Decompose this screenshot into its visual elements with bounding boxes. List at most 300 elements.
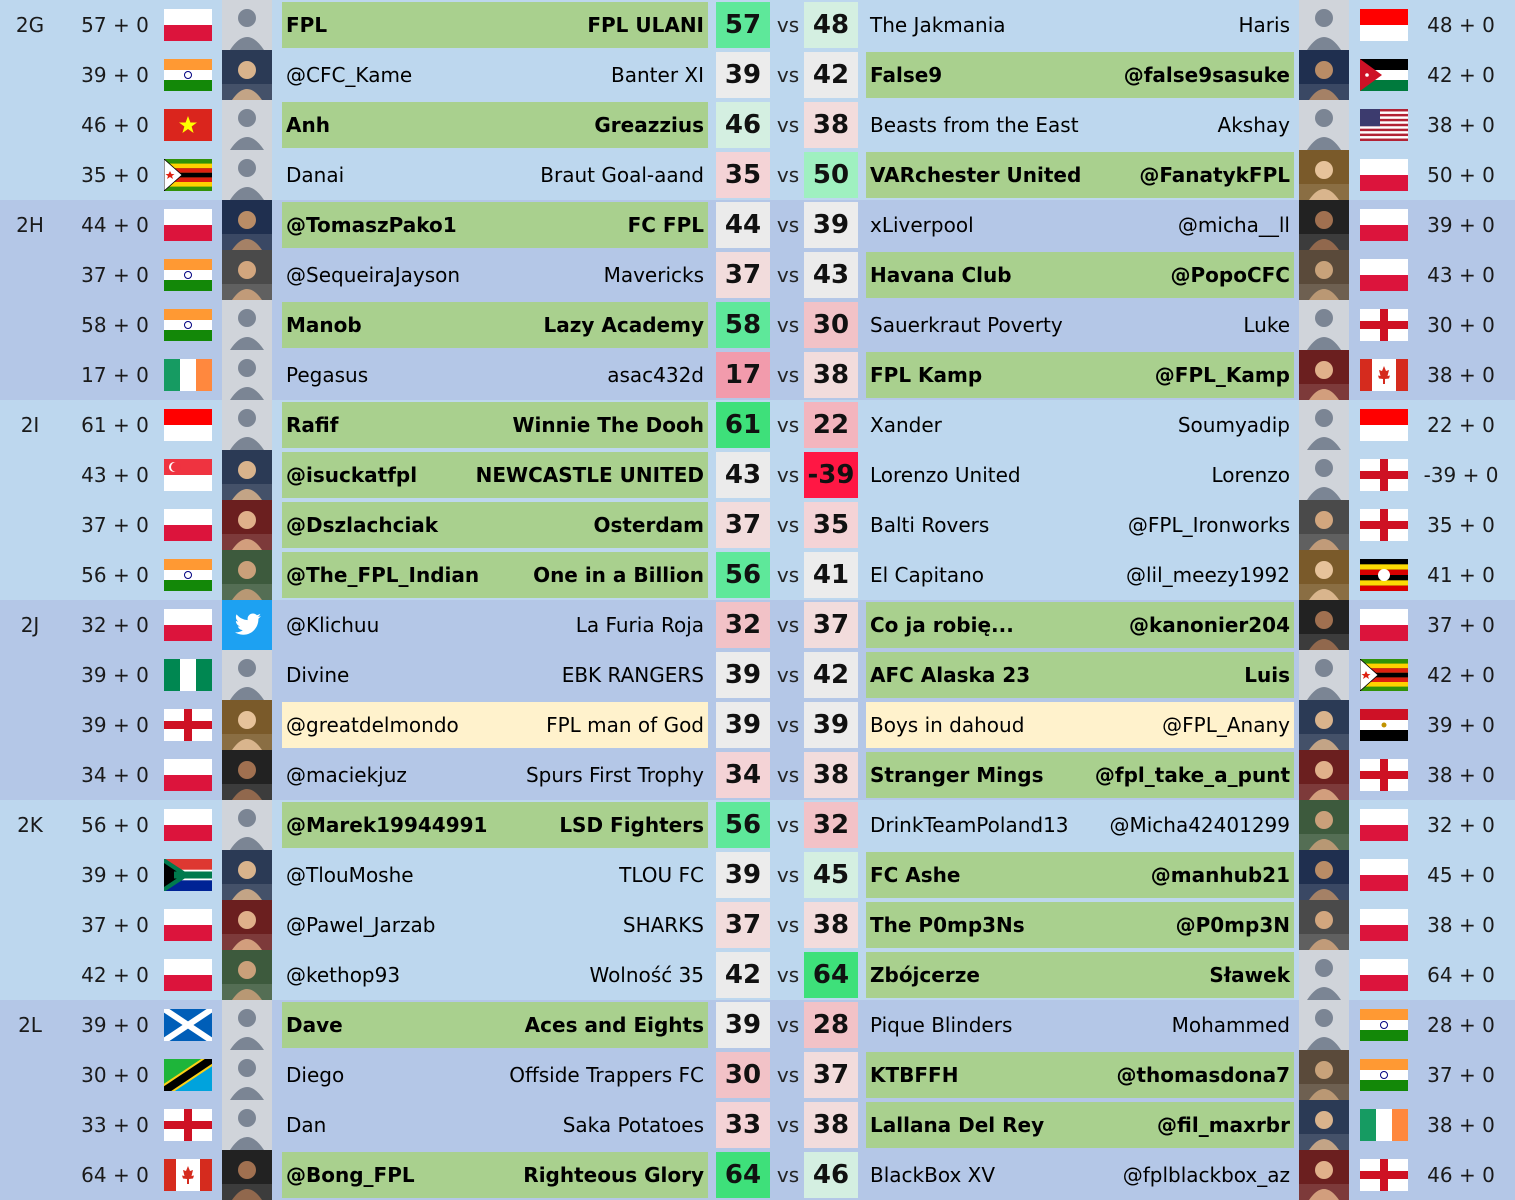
- left-flag-icon: [164, 459, 212, 491]
- left-avatar: [222, 450, 272, 500]
- left-points: 56: [716, 552, 770, 598]
- left-points: 32: [716, 602, 770, 648]
- vs-label: vs: [776, 63, 800, 87]
- fixture-row: [0, 800, 1515, 850]
- left-team-name: Greazzius: [594, 113, 704, 137]
- left-team-cell: [282, 752, 708, 798]
- right-flag-icon: [1360, 459, 1408, 491]
- group-label: [0, 50, 60, 100]
- vs-label: vs: [776, 363, 800, 387]
- vs-label: vs: [776, 1013, 800, 1037]
- right-team-cell: [866, 502, 1294, 548]
- left-manager-name: Pegasus: [286, 363, 369, 387]
- right-team-cell: [866, 552, 1294, 598]
- left-team-cell: [282, 502, 708, 548]
- right-manager-name: @FPL_Ironworks: [1127, 513, 1290, 537]
- right-flag-icon: [1360, 759, 1408, 791]
- group-label: [0, 900, 60, 950]
- right-team-name: Lorenzo United: [870, 463, 1021, 487]
- left-avatar: [222, 200, 272, 250]
- left-flag-icon: [164, 559, 212, 591]
- right-team-name: VARchester United: [870, 163, 1082, 187]
- left-avatar: [222, 50, 272, 100]
- right-avatar: [1299, 950, 1349, 1000]
- group-label: [0, 250, 60, 300]
- group-label: [0, 100, 60, 150]
- left-team-name: One in a Billion: [533, 563, 704, 587]
- left-team-cell: [282, 402, 708, 448]
- group-label: 2H: [16, 213, 44, 237]
- left-avatar: [222, 950, 272, 1000]
- right-team-name: AFC Alaska 23: [870, 663, 1031, 687]
- right-manager-name: @lil_meezy1992: [1126, 563, 1290, 587]
- right-team-cell: [866, 1102, 1294, 1148]
- right-team-name: Boys in dahoud: [870, 713, 1025, 737]
- right-manager-name: @FPL_Kamp: [1154, 363, 1290, 387]
- right-flag-icon: [1360, 859, 1408, 891]
- right-points: 30: [804, 302, 858, 348]
- left-manager-name: Diego: [286, 1063, 345, 1087]
- fixture-row: [0, 750, 1515, 800]
- right-points: 42: [804, 52, 858, 98]
- right-team-cell: [866, 652, 1294, 698]
- left-avatar: [222, 500, 272, 550]
- fixture-row: [0, 500, 1515, 550]
- right-manager-name: @fil_maxrbr: [1157, 1113, 1290, 1137]
- right-avatar: [1299, 0, 1349, 50]
- fixture-row: [0, 0, 1515, 50]
- left-avatar: [222, 650, 272, 700]
- right-total-score: 32 + 0: [1427, 813, 1495, 837]
- vs-label: vs: [776, 13, 800, 37]
- fixture-row: [0, 200, 1515, 250]
- group-label: [0, 350, 60, 400]
- left-points: 37: [716, 252, 770, 298]
- left-total-score: 64 + 0: [81, 1163, 149, 1187]
- left-avatar: [222, 350, 272, 400]
- left-team-name: asac432d: [607, 363, 704, 387]
- left-team-name: Banter XI: [611, 63, 704, 87]
- vs-label: vs: [776, 1113, 800, 1137]
- right-team-name: Havana Club: [870, 263, 1012, 287]
- left-avatar: [222, 850, 272, 900]
- right-team-cell: [866, 352, 1294, 398]
- left-manager-name: Divine: [286, 663, 350, 687]
- vs-label: vs: [776, 813, 800, 837]
- right-avatar: [1299, 1100, 1349, 1150]
- left-points: 39: [716, 702, 770, 748]
- right-total-score: 50 + 0: [1427, 163, 1495, 187]
- left-flag-icon: [164, 9, 212, 41]
- right-total-score: 37 + 0: [1427, 1063, 1495, 1087]
- right-flag-icon: [1360, 59, 1408, 91]
- group-label: [0, 1150, 60, 1200]
- left-manager-name: @The_FPL_Indian: [286, 563, 480, 587]
- group-label: [0, 700, 60, 750]
- left-total-score: 56 + 0: [81, 813, 149, 837]
- right-avatar: [1299, 300, 1349, 350]
- fixture-row: [0, 1100, 1515, 1150]
- left-avatar: [222, 700, 272, 750]
- fixture-row: [0, 450, 1515, 500]
- vs-label: vs: [776, 663, 800, 687]
- right-manager-name: @FanatykFPL: [1139, 163, 1290, 187]
- left-manager-name: @kethop93: [286, 963, 401, 987]
- right-points: 38: [804, 1102, 858, 1148]
- left-manager-name: @Marek19944991: [286, 813, 488, 837]
- right-manager-name: Sławek: [1209, 963, 1290, 987]
- left-team-cell: [282, 1152, 708, 1198]
- right-manager-name: Soumyadip: [1177, 413, 1290, 437]
- left-flag-icon: [164, 709, 212, 741]
- right-avatar: [1299, 250, 1349, 300]
- left-flag-icon: [164, 909, 212, 941]
- left-flag-icon: [164, 509, 212, 541]
- group-label: 2L: [18, 1013, 42, 1037]
- right-manager-name: @FPL_Anany: [1162, 713, 1290, 737]
- right-team-name: FPL Kamp: [870, 363, 983, 387]
- right-total-score: 38 + 0: [1427, 363, 1495, 387]
- left-flag-icon: [164, 1109, 212, 1141]
- right-avatar: [1299, 600, 1349, 650]
- right-points: 38: [804, 752, 858, 798]
- fixture-row: [0, 850, 1515, 900]
- right-manager-name: @micha__ll: [1177, 213, 1290, 237]
- right-team-cell: [866, 602, 1294, 648]
- right-flag-icon: [1360, 659, 1408, 691]
- right-flag-icon: [1360, 1159, 1408, 1191]
- left-points: 30: [716, 1052, 770, 1098]
- left-team-cell: [282, 902, 708, 948]
- right-points: 46: [804, 1152, 858, 1198]
- left-points: 37: [716, 902, 770, 948]
- left-flag-icon: [164, 409, 212, 441]
- right-avatar: [1299, 900, 1349, 950]
- right-team-cell: [866, 102, 1294, 148]
- left-team-cell: [282, 252, 708, 298]
- right-team-cell: [866, 252, 1294, 298]
- left-points: 37: [716, 502, 770, 548]
- right-total-score: 46 + 0: [1427, 1163, 1495, 1187]
- left-team-name: NEWCASTLE UNITED: [475, 463, 704, 487]
- fixture-row: [0, 550, 1515, 600]
- left-manager-name: @SequeiraJayson: [286, 263, 461, 287]
- left-team-name: SHARKS: [622, 913, 704, 937]
- vs-label: vs: [776, 263, 800, 287]
- right-points: 28: [804, 1002, 858, 1048]
- fixture-row: [0, 700, 1515, 750]
- right-avatar: [1299, 1150, 1349, 1200]
- right-points: 45: [804, 852, 858, 898]
- fixture-row: [0, 1000, 1515, 1050]
- right-team-name: BlackBox XV: [870, 1163, 996, 1187]
- right-avatar: [1299, 350, 1349, 400]
- right-points: 37: [804, 602, 858, 648]
- fixture-row: [0, 1150, 1515, 1200]
- left-avatar: [222, 1150, 272, 1200]
- right-team-name: Balti Rovers: [870, 513, 990, 537]
- left-avatar: [222, 300, 272, 350]
- fixture-row: [0, 600, 1515, 650]
- left-total-score: 32 + 0: [81, 613, 149, 637]
- right-total-score: 45 + 0: [1427, 863, 1495, 887]
- left-flag-icon: [164, 859, 212, 891]
- right-points: 38: [804, 352, 858, 398]
- right-manager-name: @thomasdona7: [1116, 1063, 1290, 1087]
- left-team-cell: [282, 602, 708, 648]
- left-manager-name: Dave: [286, 1013, 343, 1037]
- right-avatar: [1299, 400, 1349, 450]
- group-label: 2K: [17, 813, 43, 837]
- left-total-score: 42 + 0: [81, 963, 149, 987]
- right-manager-name: @P0mp3N: [1175, 913, 1290, 937]
- fixture-row: [0, 250, 1515, 300]
- right-avatar: [1299, 450, 1349, 500]
- right-team-name: Zbójcerze: [870, 963, 980, 987]
- fixture-row: [0, 650, 1515, 700]
- left-points: 46: [716, 102, 770, 148]
- right-flag-icon: [1360, 509, 1408, 541]
- fixture-row: [0, 350, 1515, 400]
- vs-label: vs: [776, 213, 800, 237]
- left-flag-icon: [164, 809, 212, 841]
- group-label: [0, 300, 60, 350]
- group-label: [0, 1050, 60, 1100]
- left-team-cell: [282, 952, 708, 998]
- left-points: 39: [716, 52, 770, 98]
- right-team-cell: [866, 52, 1294, 98]
- right-total-score: 30 + 0: [1427, 313, 1495, 337]
- left-team-name: TLOU FC: [619, 863, 704, 887]
- left-points: 17: [716, 352, 770, 398]
- group-label: [0, 750, 60, 800]
- left-total-score: 39 + 0: [81, 863, 149, 887]
- left-team-cell: [282, 202, 708, 248]
- left-manager-name: Anh: [286, 113, 330, 137]
- right-points: 42: [804, 652, 858, 698]
- right-manager-name: @false9sasuke: [1123, 63, 1290, 87]
- right-flag-icon: [1360, 359, 1408, 391]
- right-team-cell: [866, 702, 1294, 748]
- vs-label: vs: [776, 863, 800, 887]
- right-avatar: [1299, 1000, 1349, 1050]
- left-total-score: 57 + 0: [81, 13, 149, 37]
- right-team-cell: [866, 452, 1294, 498]
- left-points: 34: [716, 752, 770, 798]
- left-team-cell: [282, 52, 708, 98]
- left-team-cell: [282, 802, 708, 848]
- right-avatar: [1299, 200, 1349, 250]
- right-flag-icon: [1360, 1109, 1408, 1141]
- left-points: 44: [716, 202, 770, 248]
- right-total-score: -39 + 0: [1423, 463, 1499, 487]
- left-team-name: Offside Trappers FC: [509, 1063, 704, 1087]
- left-manager-name: @maciekjuz: [286, 763, 407, 787]
- left-manager-name: Dan: [286, 1113, 327, 1137]
- left-points: 57: [716, 2, 770, 48]
- right-avatar: [1299, 650, 1349, 700]
- right-points: 48: [804, 2, 858, 48]
- left-manager-name: @Klichuu: [286, 613, 380, 637]
- right-team-cell: [866, 852, 1294, 898]
- left-team-name: Aces and Eights: [524, 1013, 704, 1037]
- right-flag-icon: [1360, 1009, 1408, 1041]
- right-points: -39: [804, 452, 858, 498]
- left-manager-name: @Bong_FPL: [286, 1163, 415, 1187]
- left-flag-icon: [164, 1009, 212, 1041]
- left-flag-icon: [164, 309, 212, 341]
- vs-label: vs: [776, 113, 800, 137]
- right-team-name: FC Ashe: [870, 863, 961, 887]
- left-team-cell: [282, 1102, 708, 1148]
- left-avatar: [222, 600, 272, 650]
- left-team-name: Wolność 35: [589, 963, 704, 987]
- left-avatar: [222, 150, 272, 200]
- vs-label: vs: [776, 1163, 800, 1187]
- left-flag-icon: [164, 609, 212, 641]
- left-flag-icon: [164, 259, 212, 291]
- left-team-name: EBK RANGERS: [561, 663, 704, 687]
- vs-label: vs: [776, 913, 800, 937]
- right-total-score: 38 + 0: [1427, 913, 1495, 937]
- vs-label: vs: [776, 613, 800, 637]
- right-team-cell: [866, 802, 1294, 848]
- right-total-score: 38 + 0: [1427, 113, 1495, 137]
- left-flag-icon: [164, 59, 212, 91]
- left-team-name: Lazy Academy: [543, 313, 704, 337]
- left-total-score: 46 + 0: [81, 113, 149, 137]
- left-total-score: 39 + 0: [81, 63, 149, 87]
- vs-label: vs: [776, 513, 800, 537]
- left-total-score: 61 + 0: [81, 413, 149, 437]
- fixture-row: [0, 950, 1515, 1000]
- left-total-score: 39 + 0: [81, 713, 149, 737]
- right-team-cell: [866, 402, 1294, 448]
- right-total-score: 37 + 0: [1427, 613, 1495, 637]
- left-avatar: [222, 100, 272, 150]
- right-total-score: 38 + 0: [1427, 763, 1495, 787]
- right-team-name: Lallana Del Rey: [870, 1113, 1045, 1137]
- fixture-row: [0, 100, 1515, 150]
- right-total-score: 35 + 0: [1427, 513, 1495, 537]
- group-label: 2G: [15, 13, 45, 37]
- group-label: [0, 850, 60, 900]
- left-total-score: 35 + 0: [81, 163, 149, 187]
- left-points: 39: [716, 652, 770, 698]
- right-flag-icon: [1360, 259, 1408, 291]
- right-team-cell: [866, 902, 1294, 948]
- right-flag-icon: [1360, 1059, 1408, 1091]
- left-team-cell: [282, 1002, 708, 1048]
- left-manager-name: Danai: [286, 163, 345, 187]
- right-total-score: 42 + 0: [1427, 63, 1495, 87]
- right-total-score: 39 + 0: [1427, 713, 1495, 737]
- right-team-name: Sauerkraut Poverty: [870, 313, 1063, 337]
- group-label: 2I: [20, 413, 40, 437]
- right-team-cell: [866, 152, 1294, 198]
- right-avatar: [1299, 500, 1349, 550]
- right-total-score: 39 + 0: [1427, 213, 1495, 237]
- left-team-cell: [282, 702, 708, 748]
- left-total-score: 37 + 0: [81, 513, 149, 537]
- right-manager-name: Luke: [1243, 313, 1290, 337]
- group-label: [0, 650, 60, 700]
- right-manager-name: Haris: [1238, 13, 1290, 37]
- fixture-row: [0, 400, 1515, 450]
- left-team-name: Spurs First Trophy: [525, 763, 704, 787]
- right-manager-name: @fplblackbox_az: [1122, 1163, 1290, 1187]
- right-flag-icon: [1360, 159, 1408, 191]
- left-team-cell: [282, 352, 708, 398]
- left-flag-icon: [164, 959, 212, 991]
- right-total-score: 22 + 0: [1427, 413, 1495, 437]
- right-manager-name: Akshay: [1217, 113, 1290, 137]
- left-points: 39: [716, 852, 770, 898]
- left-avatar: [222, 900, 272, 950]
- right-team-name: KTBFFH: [870, 1063, 959, 1087]
- left-team-cell: [282, 552, 708, 598]
- right-total-score: 41 + 0: [1427, 563, 1495, 587]
- right-manager-name: Lorenzo: [1211, 463, 1290, 487]
- right-flag-icon: [1360, 809, 1408, 841]
- left-team-cell: [282, 852, 708, 898]
- left-points: 56: [716, 802, 770, 848]
- right-manager-name: @PopoCFC: [1170, 263, 1290, 287]
- left-total-score: 58 + 0: [81, 313, 149, 337]
- left-flag-icon: [164, 109, 212, 141]
- left-team-cell: [282, 152, 708, 198]
- right-team-cell: [866, 752, 1294, 798]
- left-avatar: [222, 800, 272, 850]
- right-points: 22: [804, 402, 858, 448]
- left-avatar: [222, 1000, 272, 1050]
- left-points: 58: [716, 302, 770, 348]
- left-total-score: 43 + 0: [81, 463, 149, 487]
- right-total-score: 42 + 0: [1427, 663, 1495, 687]
- right-total-score: 64 + 0: [1427, 963, 1495, 987]
- right-points: 64: [804, 952, 858, 998]
- group-label: [0, 1100, 60, 1150]
- group-label: [0, 950, 60, 1000]
- right-team-name: DrinkTeamPoland13: [870, 813, 1069, 837]
- right-total-score: 38 + 0: [1427, 1113, 1495, 1137]
- left-avatar: [222, 400, 272, 450]
- vs-label: vs: [776, 463, 800, 487]
- left-team-name: Osterdam: [593, 513, 704, 537]
- left-manager-name: Rafif: [286, 413, 339, 437]
- left-flag-icon: [164, 359, 212, 391]
- vs-label: vs: [776, 313, 800, 337]
- left-team-name: Righteous Glory: [523, 1163, 704, 1187]
- right-team-name: False9: [870, 63, 943, 87]
- left-team-name: Braut Goal-aand: [540, 163, 704, 187]
- right-flag-icon: [1360, 209, 1408, 241]
- right-points: 38: [804, 902, 858, 948]
- left-manager-name: @isuckatfpl: [286, 463, 418, 487]
- right-flag-icon: [1360, 559, 1408, 591]
- vs-label: vs: [776, 563, 800, 587]
- left-flag-icon: [164, 1159, 212, 1191]
- right-points: 41: [804, 552, 858, 598]
- left-flag-icon: [164, 159, 212, 191]
- left-manager-name: @greatdelmondo: [286, 713, 459, 737]
- fixture-row: [0, 1050, 1515, 1100]
- right-total-score: 28 + 0: [1427, 1013, 1495, 1037]
- left-points: 33: [716, 1102, 770, 1148]
- vs-label: vs: [776, 163, 800, 187]
- right-avatar: [1299, 550, 1349, 600]
- left-avatar: [222, 750, 272, 800]
